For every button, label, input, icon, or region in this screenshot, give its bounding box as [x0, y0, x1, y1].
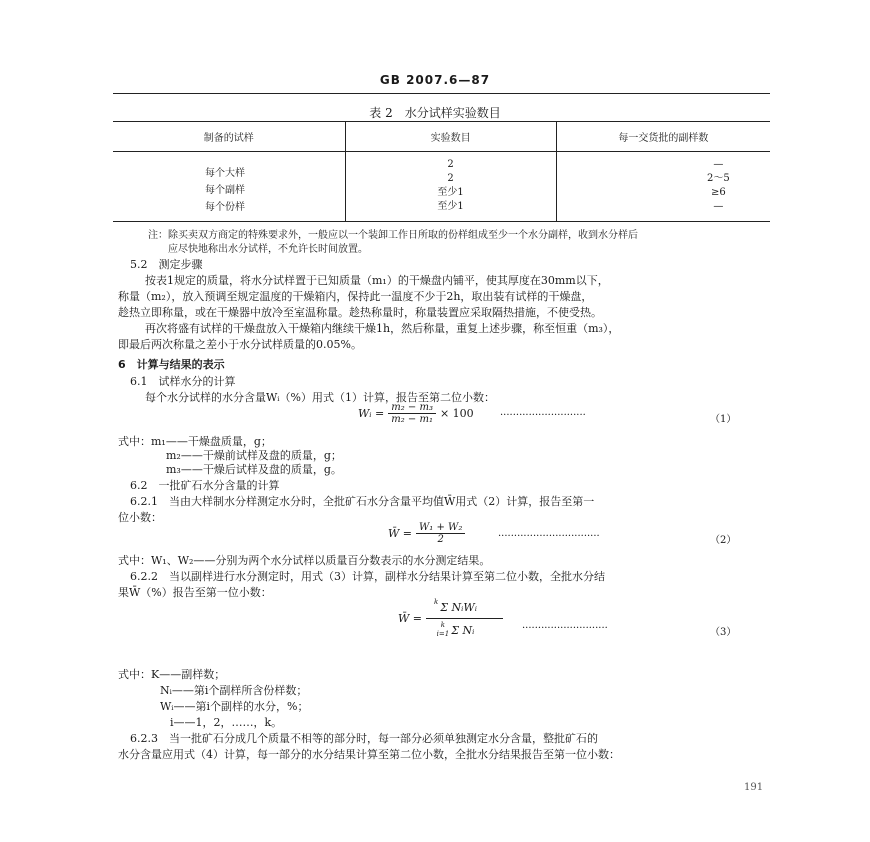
- page-number: 191: [744, 782, 764, 793]
- equation-1: [358, 402, 474, 425]
- table-cell-col1: [113, 152, 345, 222]
- paragraph-line: 按表1规定的质量，将水分试样置于已知质量（m₁）的干燥盘内铺平，使其厚度在30mm以下，: [145, 274, 609, 287]
- equation-2: [388, 522, 465, 545]
- where-line: 式中：K——副样数；: [118, 668, 226, 681]
- where-line: Wᵢ——第i个副样的水分，%；: [160, 700, 309, 713]
- where-line: m₂——干燥前试样及盘的质量，g；: [166, 449, 342, 462]
- leader-dots: ···························: [500, 410, 586, 421]
- table-row-label-gross: 每个大样: [205, 168, 245, 179]
- eq2-denominator: 2: [437, 534, 444, 545]
- eq3-upper-limit: k: [440, 621, 446, 629]
- paragraph-line: 位小数：: [118, 511, 162, 524]
- eq3-fraction: [426, 598, 503, 639]
- table-value: 至少1: [437, 201, 464, 212]
- table-cell-col3: [556, 152, 770, 222]
- paragraph-line: 称量（m₂），放入预调至规定温度的干燥箱内，保持此一温度不少于2h，取出装有试样的干燥盘，: [118, 290, 593, 303]
- leader-dots: ································: [498, 531, 600, 542]
- paragraph-line: 每个水分试样的水分含量Wᵢ（%）用式（1）计算，报告至第二位小数：: [145, 391, 495, 404]
- where-line: i——1，2，……，k。: [170, 716, 283, 729]
- table-value: —: [713, 159, 724, 170]
- table-value: 2: [447, 159, 454, 170]
- eq3-denominator: [429, 619, 501, 639]
- paragraph-line: 即最后两次称量之差小于水分试样质量的0.05%。: [118, 338, 362, 351]
- table-value: —: [713, 201, 724, 212]
- standard-header: GB 2007.6—87: [379, 73, 491, 87]
- eq1-lhs: Wᵢ =: [358, 407, 385, 420]
- equation-number-3: （3）: [710, 627, 737, 638]
- table-note-line2: 应尽快地称出水分试样，不允许长时间放置。: [168, 244, 368, 255]
- equation-number-2: （2）: [710, 535, 737, 546]
- table-value: 2: [447, 173, 454, 184]
- where-line: m₃——干燥后试样及盘的质量，g。: [166, 463, 342, 476]
- table-cell-col2: [345, 152, 556, 222]
- table-row-label-subsample: 每个副样: [205, 185, 245, 196]
- eq3-numerator-text: Σ NᵢWᵢ: [440, 600, 477, 614]
- where-line: 式中：m₁——干燥盘质量，g；: [118, 435, 272, 448]
- section-heading-6-1: 6.1 试样水分的计算: [130, 375, 236, 388]
- paragraph-line: 6.2.2 当以副样进行水分测定时，用式（3）计算，副样水分结果计算至第二位小数，全批水分结: [130, 570, 605, 583]
- paragraph-line: 再次将盛有试样的干燥盘放入干燥箱内继续干燥1h，然后称量，重复上述步骤，称至恒重（m₃），: [145, 322, 620, 335]
- eq1-tail: × 100: [439, 407, 474, 420]
- eq2-fraction: [416, 522, 465, 545]
- equation-3: [398, 598, 503, 639]
- section-heading-5-2: 5.2 测定步骤: [130, 258, 203, 271]
- table-header-subsamples-per-lot: 每一交货批的副样数: [556, 122, 770, 152]
- eq2-numerator: W₁ + W₂: [416, 522, 465, 534]
- eq1-fraction: [388, 402, 436, 425]
- table-value: 至少1: [437, 187, 464, 198]
- table-value: 2～5: [706, 173, 730, 184]
- table-note-line1: 注：除买卖双方商定的特殊要求外，一般应以一个装卸工作日所取的份样组成至少一个水分副样，收到水分样后: [148, 230, 638, 241]
- section-heading-6-2: 6.2 一批矿石水分含量的计算: [130, 479, 280, 492]
- where-line: Nᵢ——第i个副样所含份样数；: [160, 684, 308, 697]
- table-row-label-increment: 每个份样: [205, 202, 245, 213]
- table-header-test-count: 实验数目: [345, 122, 556, 152]
- table-caption: 表 2 水分试样实验数目: [369, 106, 501, 120]
- eq3-numerator: [426, 598, 503, 619]
- eq3-upper-limit: k: [434, 598, 439, 606]
- table-value: ≥6: [710, 187, 726, 198]
- eq3-denominator-text: Σ Nᵢ: [451, 623, 475, 637]
- paragraph-line: 趁热立即称量，或在干燥器中放冷至室温称量。趁热称量时，称量装置应采取隔热措施，不使受热。: [118, 306, 602, 319]
- eq3-lower-limit: i=1: [436, 630, 450, 638]
- where-line: 式中：W₁、W₂——分别为两个水分试样以质量百分数表示的水分测定结果。: [118, 554, 491, 567]
- eq1-numerator: m₂ − m₃: [388, 402, 436, 414]
- equation-number-1: （1）: [710, 414, 737, 425]
- section-heading-6: 6 计算与结果的表示: [118, 358, 225, 371]
- eq3-lhs: W̄ =: [398, 612, 423, 625]
- eq2-lhs: W̄ =: [388, 527, 413, 540]
- paragraph-line: 6.2.3 当一批矿石分成几个质量不相等的部分时，每一部分必须单独测定水分含量，整批矿石的: [130, 732, 598, 745]
- sample-count-table: [113, 121, 770, 222]
- paragraph-line: 果W̄（%）报告至第一位小数：: [118, 586, 272, 599]
- eq1-denominator: m₂ − m₁: [391, 414, 433, 425]
- paragraph-line: 6.2.1 当由大样制水分样测定水分时，全批矿石水分含量平均值W̄用式（2）计算，报告至第一: [130, 495, 595, 508]
- paragraph-line: 水分含量应用式（4）计算，每一部分的水分结果计算至第二位小数，全批水分结果报告至第一位小数：: [118, 748, 620, 761]
- header-rule: [113, 93, 770, 94]
- leader-dots: ···························: [522, 623, 608, 634]
- table-header-prepared-sample: 制备的试样: [113, 122, 345, 152]
